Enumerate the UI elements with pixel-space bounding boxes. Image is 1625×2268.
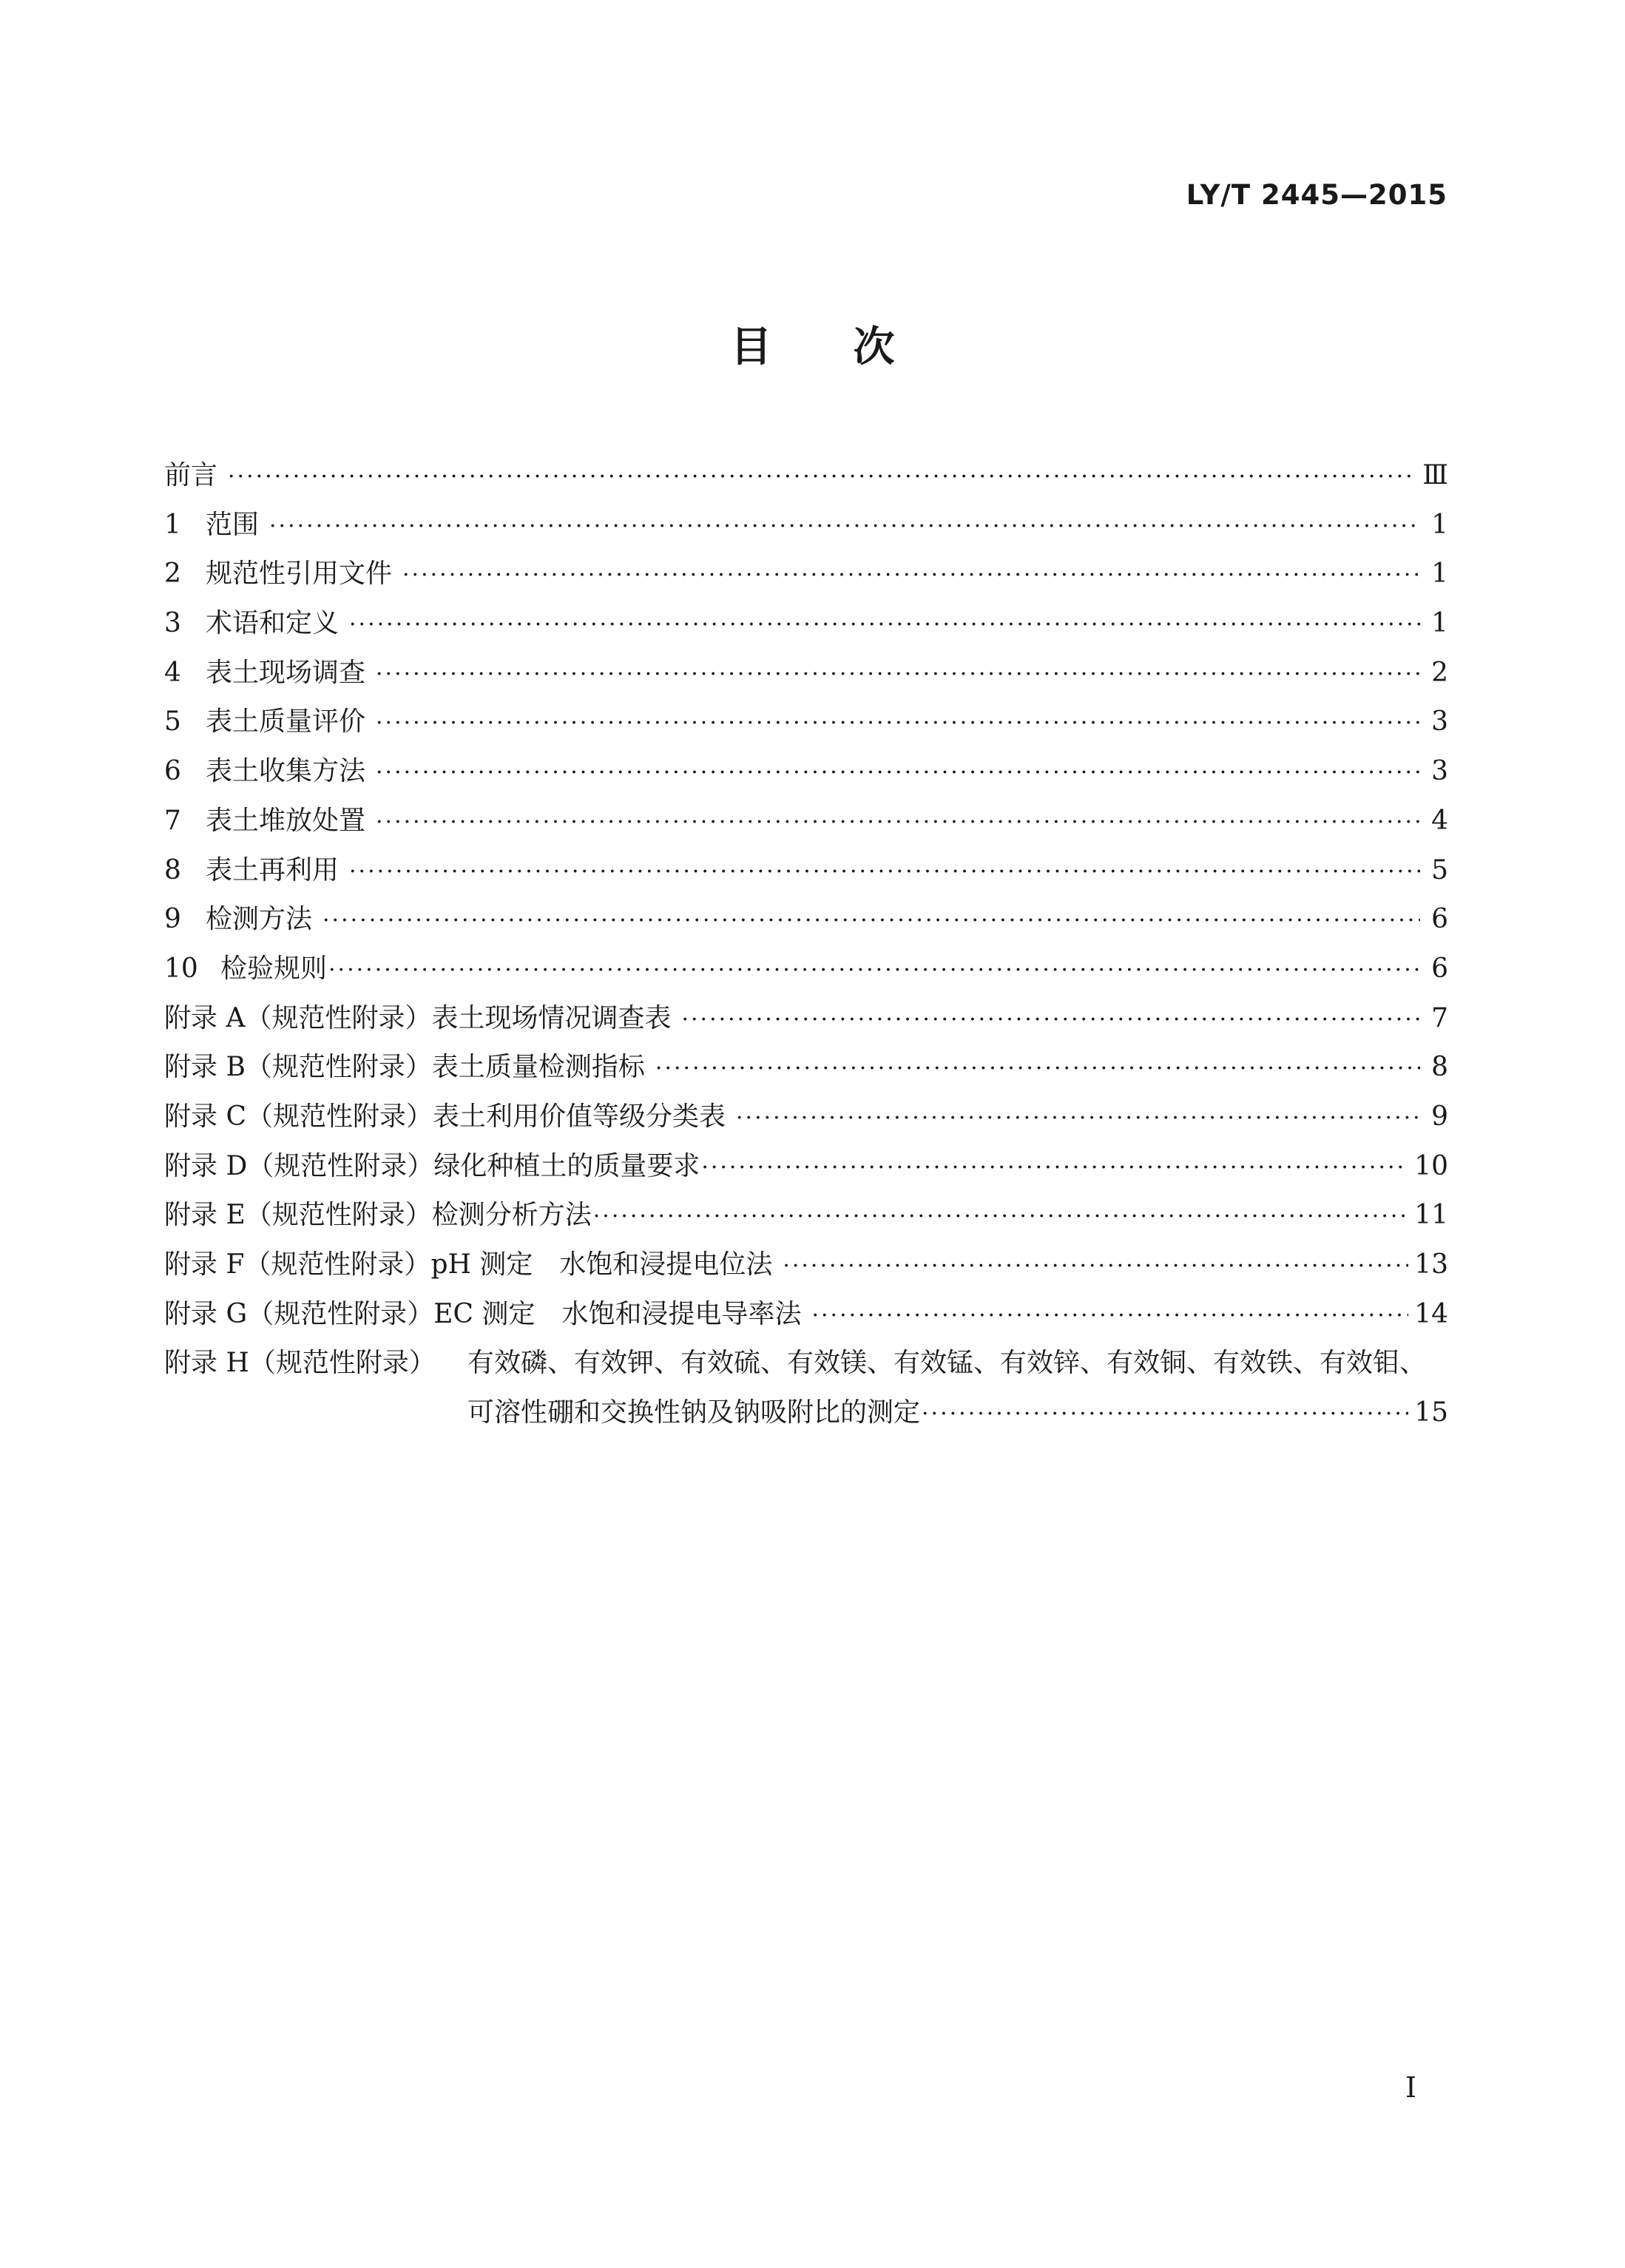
toc-entry-label: 检验规则 [220, 953, 328, 984]
toc-entry-page: 8 [1431, 1052, 1448, 1083]
toc-appendix-e[interactable] [164, 1191, 1448, 1241]
toc-entry-label: 规范性引用文件 [206, 558, 393, 590]
toc-entry-number: 6 [164, 756, 181, 787]
toc-entry-label: 表土质量检测指标 [431, 1052, 645, 1083]
toc-entry-page: 10 [1414, 1150, 1448, 1181]
toc-entry-label: EC 测定 水饱和浸提电导率法 [433, 1298, 802, 1329]
toc-entry-number: 8 [164, 854, 181, 885]
toc-entry-label: 表土收集方法 [206, 756, 366, 787]
toc-entry-label: 检测分析方法 [431, 1200, 592, 1231]
toc-entry-label: 前言 [164, 460, 218, 490]
toc-entry-2[interactable] [164, 550, 1448, 599]
table-of-contents [164, 451, 1448, 1438]
appendix-tag: 附录 B（规范性附录） [164, 1052, 432, 1083]
toc-entry-page: 14 [1414, 1298, 1448, 1329]
toc-entry-page: 5 [1431, 854, 1448, 885]
toc-entry-10[interactable] [164, 945, 1448, 994]
toc-entry-page: 9 [1431, 1101, 1448, 1132]
toc-entry-label: 检测方法 [206, 904, 313, 935]
toc-entry-number: 9 [164, 904, 181, 935]
dot-leader [349, 848, 1420, 897]
toc-entry-label: 绿化种植土的质量要求 [433, 1150, 700, 1181]
toc-entry-page: 4 [1431, 805, 1448, 836]
toc-appendix-a[interactable] [164, 994, 1448, 1044]
toc-entry-page: 13 [1414, 1249, 1448, 1280]
toc-appendix-f[interactable] [164, 1241, 1448, 1290]
toc-entry-label: 表土堆放处置 [206, 805, 366, 836]
dot-leader [593, 1192, 1408, 1242]
toc-entry-label-line2: 可溶性硼和交换性钠及钠吸附比的测定 [467, 1397, 921, 1428]
standard-code: LY/T 2445—2015 [1186, 179, 1447, 211]
toc-heading: 目次 [730, 323, 976, 371]
toc-entry-number: 5 [164, 706, 181, 738]
dot-leader [701, 1144, 1408, 1193]
toc-entry-5[interactable] [164, 698, 1448, 747]
dot-leader [376, 650, 1420, 700]
dot-leader [349, 601, 1420, 650]
toc-entry-1[interactable] [164, 501, 1448, 550]
toc-entry-page: Ⅲ [1422, 460, 1448, 490]
dot-leader [269, 502, 1420, 552]
toc-entry-page: 3 [1431, 756, 1448, 787]
toc-entry-label: 表土质量评价 [206, 706, 366, 738]
toc-entry-label: 术语和定义 [206, 608, 339, 639]
appendix-tag: 附录 C（规范性附录） [164, 1101, 433, 1132]
toc-entry-label-line1: 有效磷、有效钾、有效硫、有效镁、有效锰、有效锌、有效铜、有效铁、有效钼、 [467, 1348, 1427, 1379]
toc-appendix-g[interactable] [164, 1290, 1448, 1340]
toc-entry-page: 11 [1414, 1200, 1448, 1231]
dot-leader [783, 1242, 1408, 1292]
dot-leader [328, 946, 1420, 996]
toc-entry-number: 2 [164, 558, 181, 590]
appendix-tag: 附录 F（规范性附录） [164, 1249, 431, 1280]
toc-entry-4[interactable] [164, 649, 1448, 698]
toc-entry-number: 7 [164, 805, 181, 836]
toc-entry-page: 6 [1431, 953, 1448, 984]
toc-entry-number: 3 [164, 608, 181, 639]
toc-entry-page: 1 [1431, 509, 1448, 540]
toc-appendix-h-continued[interactable] [164, 1388, 1448, 1438]
dot-leader [681, 996, 1420, 1045]
toc-entry-label: 表土现场情况调查表 [431, 1002, 672, 1033]
toc-appendix-c[interactable] [164, 1093, 1448, 1142]
toc-entry-page: 7 [1431, 1002, 1448, 1033]
toc-entry-3[interactable] [164, 599, 1448, 649]
dot-leader [922, 1390, 1408, 1440]
toc-entry-page: 6 [1431, 904, 1448, 935]
toc-entry-7[interactable] [164, 797, 1448, 846]
dot-leader [736, 1094, 1420, 1144]
toc-entry-page: 3 [1431, 706, 1448, 738]
toc-appendix-d[interactable] [164, 1142, 1448, 1192]
toc-entry-number: 1 [164, 509, 181, 540]
toc-entry-label: pH 测定 水饱和浸提电位法 [430, 1249, 773, 1280]
toc-entry-label: 表土利用价值等级分类表 [433, 1101, 726, 1132]
dot-leader [322, 897, 1420, 946]
toc-entry-label: 范围 [206, 509, 260, 540]
dot-leader [228, 453, 1416, 502]
page-folio: Ⅰ [1405, 2071, 1416, 2104]
toc-entry-page: 2 [1431, 657, 1448, 688]
toc-entry-label: 表土现场调查 [206, 657, 366, 688]
dot-leader [376, 798, 1420, 848]
appendix-tag: 附录 H（规范性附录） [164, 1348, 436, 1379]
appendix-tag: 附录 G（规范性附录） [164, 1298, 434, 1329]
toc-entry-8[interactable] [164, 846, 1448, 896]
toc-entry-9[interactable] [164, 895, 1448, 945]
toc-entry-page: 1 [1431, 558, 1448, 590]
toc-entry-6[interactable] [164, 747, 1448, 797]
appendix-tag: 附录 D（规范性附录） [164, 1150, 434, 1181]
appendix-tag: 附录 E（规范性附录） [164, 1200, 432, 1231]
dot-leader [402, 551, 1420, 601]
toc-entry-foreword[interactable] [164, 451, 1448, 501]
toc-appendix-h[interactable] [164, 1339, 1448, 1388]
toc-entry-page: 1 [1431, 608, 1448, 639]
dot-leader [376, 749, 1420, 798]
toc-entry-number: 10 [164, 953, 198, 984]
toc-entry-label: 表土再利用 [206, 854, 339, 885]
toc-entry-number: 4 [164, 657, 181, 688]
dot-leader [811, 1292, 1408, 1341]
dot-leader [376, 699, 1420, 749]
toc-appendix-b[interactable] [164, 1043, 1448, 1093]
dot-leader [655, 1044, 1420, 1094]
appendix-tag: 附录 A（规范性附录） [164, 1002, 432, 1033]
toc-entry-page: 15 [1414, 1397, 1448, 1428]
